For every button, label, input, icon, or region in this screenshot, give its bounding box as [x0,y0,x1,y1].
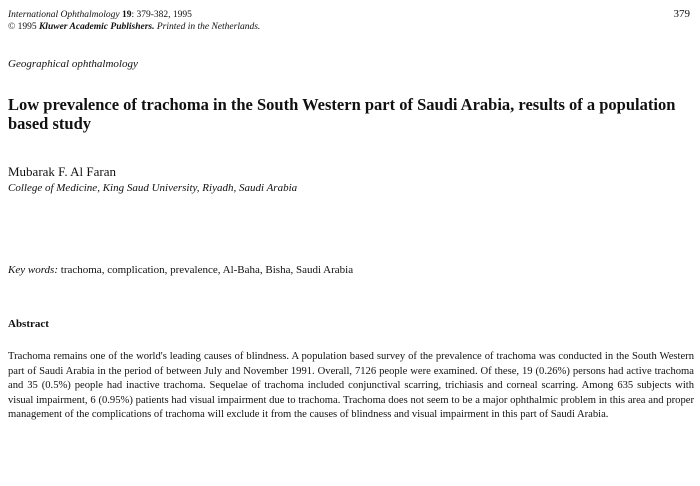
keywords-values: trachoma, complication, prevalence, Al-Baha, Bisha, Saudi Arabia [58,264,354,276]
author-affiliation: College of Medicine, King Saud University, Riyadh, Saudi Arabia [8,182,298,194]
printed-location: Printed in the Netherlands. [154,22,261,32]
page-number: 379 [673,8,690,20]
keywords-label: Key words: [8,264,59,276]
publisher-name: Kluwer Academic Publishers. [38,22,155,32]
abstract-heading: Abstract [8,318,49,330]
journal-volume: 19 [122,10,132,20]
journal-name: International Ophthalmology [8,10,120,20]
keywords [8,264,353,276]
journal-citation [8,10,192,21]
author-name: Mubarak F. Al Faran [8,164,116,179]
section-label: Geographical ophthalmology [8,58,138,70]
abstract-body: Trachoma remains one of the world's leading causes of blindness. A population based survey of the prevalence of trachoma was conducted in the South Western part of Saudi Arabia in the period of between July and November 1991. Overall, 7126 people were examined. Of these, 19 (0.26%) persons had active trachoma and 35 (0.5%) people had inactive trachoma. Sequelae of trachoma included conjunctival scarring, trichiasis and corneal scarring. Among 635 subjects with visual impairment, 6 (0.95%) patients had visual impairment due to trachoma. Trachoma does not seem to be a major ophthalmic problem in this area and proper management of the complications of trachoma will exclude it from the causes of blindness and visual impairment in this part of Saudi Arabia. [8,351,694,421]
copyright-line [8,22,260,33]
copyright-text: © 1995 [8,22,39,32]
journal-pages-year: : 379-382, 1995 [131,10,192,20]
article-title: Low prevalence of trachoma in the South Western part of Saudi Arabia, results of a population based study [8,95,676,133]
